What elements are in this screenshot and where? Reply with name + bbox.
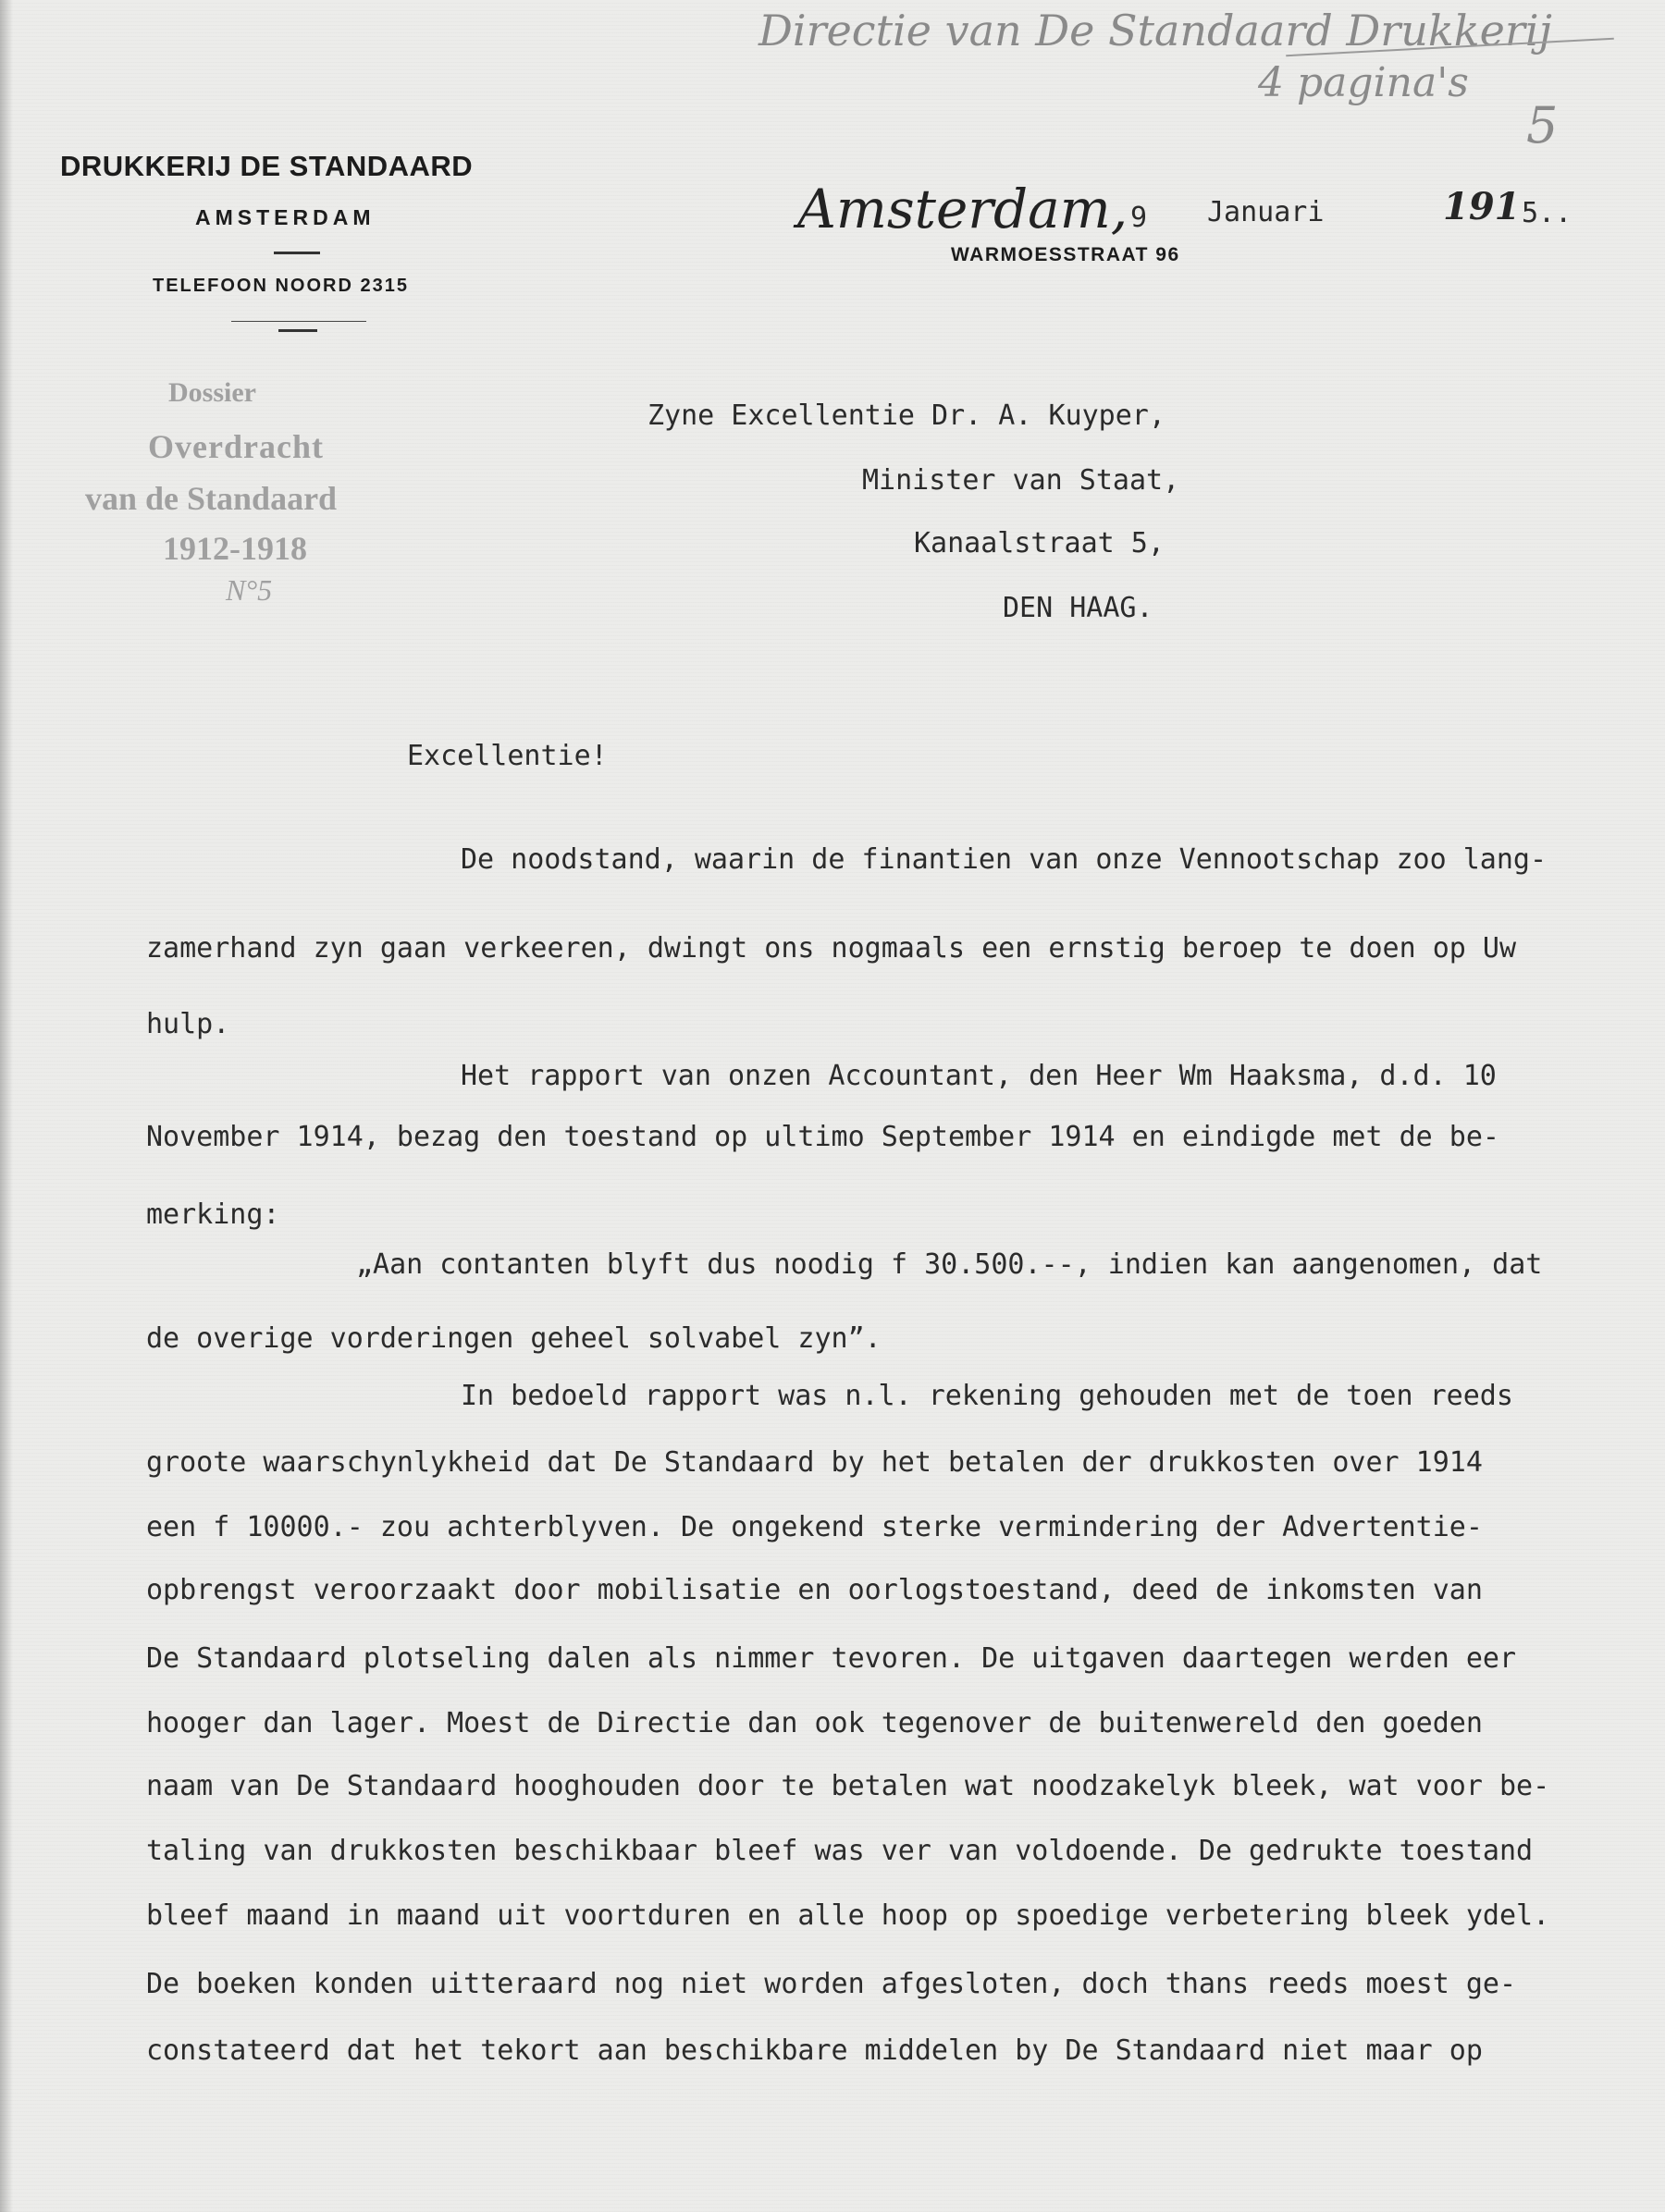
archive-stamp-line: van de Standaard <box>85 480 338 517</box>
body-line: bleef maand in maand uit voortduren en alle hoop op spoedige verbetering bleek ydel. <box>146 1899 1550 1932</box>
recipient-line: Zyne Excellentie Dr. A. Kuyper, <box>648 399 1166 432</box>
company-name: DRUKKERIJ DE STANDAARD <box>60 150 474 182</box>
company-city: AMSTERDAM <box>195 205 376 229</box>
body-line: de overige vorderingen geheel solvabel zyn”. <box>146 1322 882 1355</box>
recipient-line: Kanaalstraat 5, <box>914 527 1165 559</box>
archive-stamp-line: Dossier <box>168 377 256 408</box>
body-line: hulp. <box>146 1008 230 1040</box>
body-line: hooger dan lager. Moest de Directie dan ook tegenover de buitenwereld den goeden <box>146 1707 1483 1739</box>
body-line: De Standaard plotseling dalen als nimmer tevoren. De uitgaven daartegen werden eer <box>146 1642 1517 1675</box>
recipient-line: DEN HAAG. <box>1003 592 1153 624</box>
company-street: WARMOESSTRAAT 96 <box>951 244 1180 265</box>
body-line: November 1914, bezag den toestand op ultimo September 1914 en eindigde met de be- <box>146 1121 1499 1153</box>
body-line: groote waarschynlykheid dat De Standaard by het betalen der drukkosten over 1914 <box>146 1446 1483 1479</box>
archive-stamp-line: 1912-1918 <box>163 530 307 567</box>
date-day: 9 <box>1130 202 1148 234</box>
body-line: In bedoeld rapport was n.l. rekening gehouden met de toen reeds <box>461 1380 1513 1412</box>
recipient-line: Minister van Staat, <box>862 464 1180 497</box>
body-line: een f 10000.- zou achterblyven. De ongekend sterke vermindering der Advertentie- <box>146 1511 1483 1543</box>
handwritten-number: 5 <box>1526 96 1559 154</box>
letterhead-rule <box>278 329 317 332</box>
letterhead-rule <box>274 252 320 254</box>
date-year-printed: 191 <box>1443 185 1521 228</box>
salutation: Excellentie! <box>407 740 608 772</box>
archive-stamp-line: Overdracht <box>148 428 324 465</box>
letterhead-rule <box>231 321 366 322</box>
body-line: Het rapport van onzen Accountant, den Heer Wm Haaksma, d.d. 10 <box>461 1060 1497 1092</box>
body-line: De noodstand, waarin de finantien van onze Vennootschap zoo lang- <box>461 843 1547 876</box>
page-edge-shadow <box>0 0 13 2212</box>
body-line: constateerd dat het tekort aan beschikbare middelen by De Standaard niet maar op <box>146 2034 1483 2067</box>
body-line: De boeken konden uitteraard nog niet worden afgesloten, doch thans reeds moest ge- <box>146 1968 1517 2000</box>
place-script: Amsterdam, <box>797 178 1128 240</box>
body-line: merking: <box>146 1198 280 1231</box>
body-line: „Aan contanten blyft dus noodig f 30.500.--, indien kan aangenomen, dat <box>356 1248 1543 1281</box>
body-line: opbrengst veroorzaakt door mobilisatie en oorlogstoestand, deed de inkomsten van <box>146 1574 1483 1606</box>
handwritten-page-count: 4 pagina's <box>1258 59 1469 106</box>
body-line: naam van De Standaard hooghouden door te betalen wat noodzakelyk bleek, wat voor be- <box>146 1770 1550 1802</box>
company-phone: TELEFOON NOORD 2315 <box>153 276 409 296</box>
date-month: Januari <box>1207 196 1325 228</box>
handwritten-note: Directie van De Standaard Drukkerij <box>758 6 1552 55</box>
archive-stamp-number: N°5 <box>226 573 273 607</box>
body-line: taling van drukkosten beschikbaar bleef was ver van voldoende. De gedrukte toestand <box>146 1835 1534 1867</box>
date-year-typed: 5.. <box>1522 197 1572 229</box>
body-line: zamerhand zyn gaan verkeeren, dwingt ons nogmaals een ernstig beroep te doen op Uw <box>146 932 1517 965</box>
